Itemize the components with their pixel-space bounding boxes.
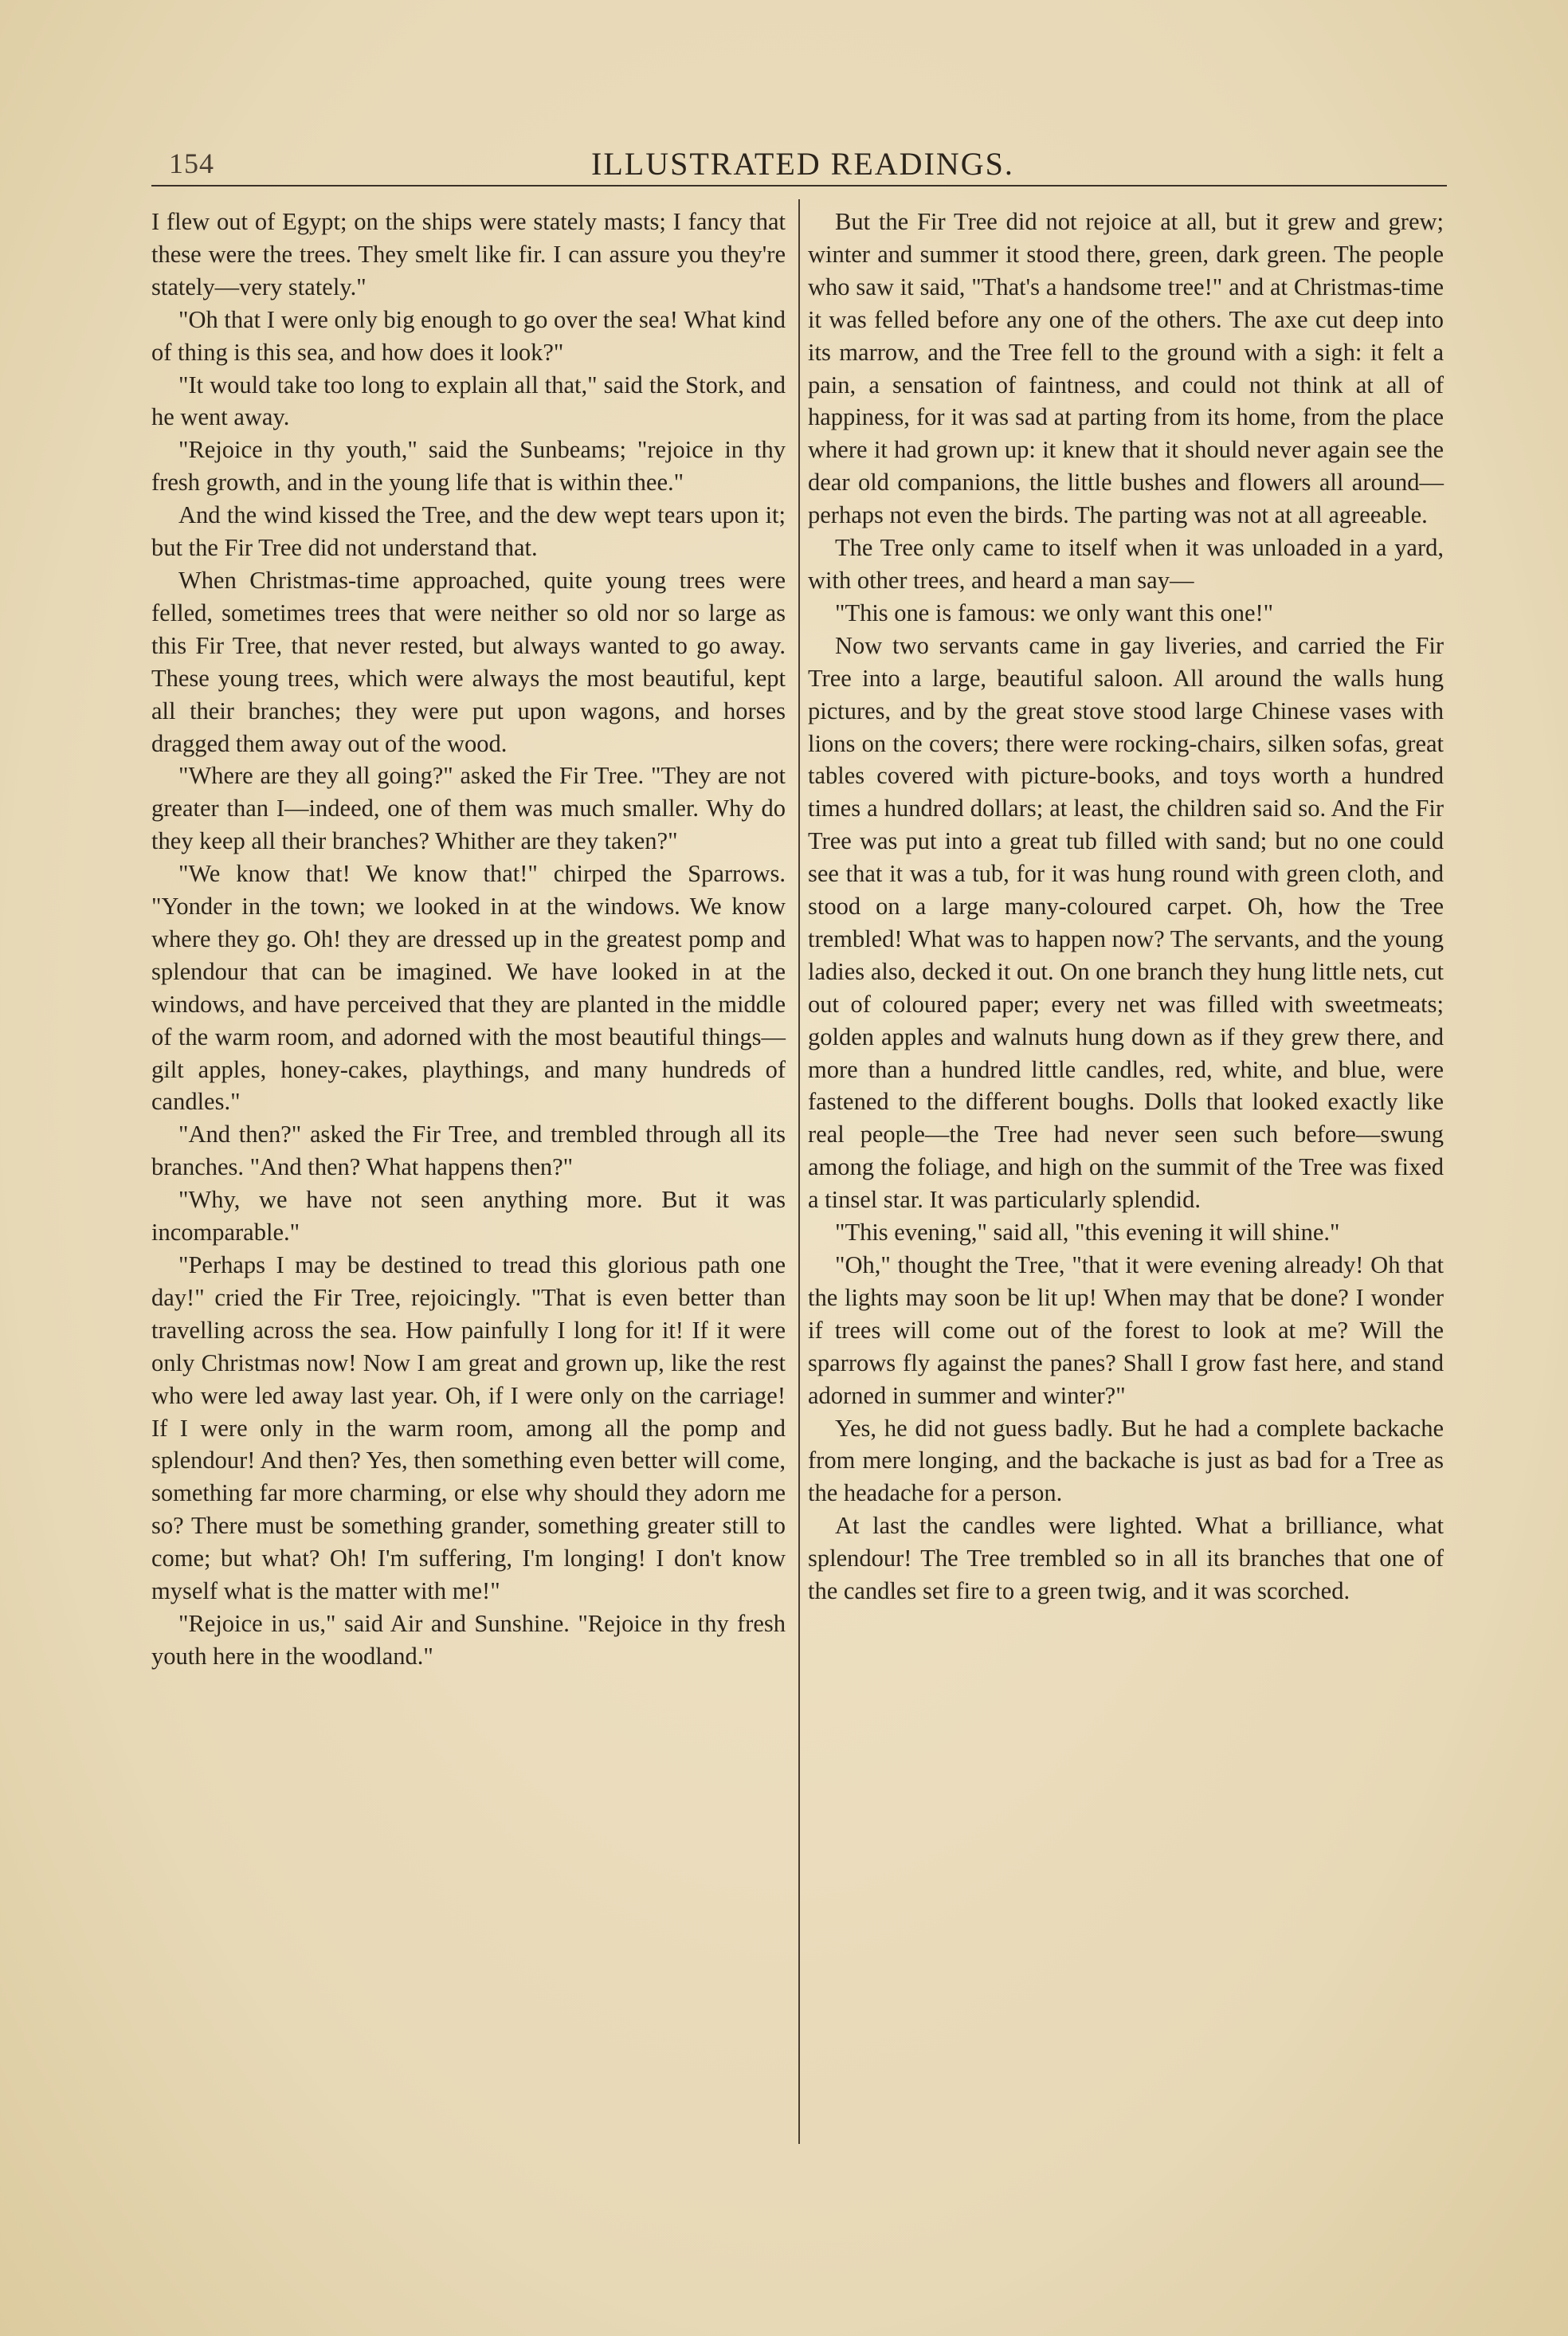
paragraph: "Rejoice in thy youth," said the Sunbeams; "rejoice in thy fresh growth, and in the young life that is within thee."	[151, 436, 786, 497]
page-number: 154	[169, 147, 214, 179]
paragraph: "Oh," thought the Tree, "that it were evening already! Oh that the lights may soon be lit up! When may that be done? I wonder if trees will come out of the forest to look at me? Will the sparrows fly against the panes? Shall I grow fast here, and stand adorned in summer and winter?"	[808, 1251, 1444, 1409]
paragraph: "Rejoice in us," said Air and Sunshine. "Rejoice in thy fresh youth here in the woodland."	[151, 1609, 786, 1670]
paragraph: "This evening," said all, "this evening it will shine."	[835, 1219, 1340, 1247]
paragraph: "We know that! We know that!" chirped the Sparrows. "Yonder in the town; we looked in at the windows. We know where they go. Oh! they are dressed up in the greatest pomp and splendour that can be imagined. We have looked in at the windows, and have perceived that they are planted in the middle of the warm room, and adorned with the most beautiful things—gilt apples, honey-cakes, playthings, and many hundreds of candles."	[151, 860, 786, 1116]
left-column	[151, 206, 786, 1673]
right-column	[808, 206, 1444, 1608]
paragraph: Yes, he did not guess badly. But he had a complete backache from mere longing, and the backache is just as bad for a Tree as the headache for a person.	[808, 1414, 1444, 1507]
paragraph: "Where are they all going?" asked the Fir Tree. "They are not greater than I—indeed, one of them was much smaller. Why do they keep all their branches? Whither are they taken?"	[151, 762, 786, 855]
paragraph: Now two servants came in gay liveries, and carried the Fir Tree into a large, beautiful saloon. All around the walls hung pictures, and by the great stove stood large Chinese vases with lions on the covers; there were rocking-chairs, silken sofas, great tables covered with picture-books, and toys worth a hundred times a hundred dollars; at least, the children said so. And the Fir Tree was put into a great tub filled with sand; but no one could see that it was a tub, for it was hung round with green cloth, and stood on a large many-coloured carpet. Oh, how the Tree trembled! What was to happen now? The servants, and the young ladies also, decked it out. On one branch they hung little nets, cut out of coloured paper; every net was filled with sweetmeats; golden apples and walnuts hung down as if they grew there, and more than a hundred little candles, red, white, and blue, were fastened to the different boughs. Dolls that looked exactly like real people—the Tree had never seen such before—swung among the foliage, and high on the summit of the Tree was fixed a tinsel star. It was particularly splendid.	[808, 631, 1444, 1214]
paragraph: I flew out of Egypt; on the ships were stately masts; I fancy that these were the trees. They smelt like fir. I can assure you they're stately—very stately."	[151, 208, 786, 300]
header-rule	[151, 185, 1447, 186]
paragraph: And the wind kissed the Tree, and the dew wept tears upon it; but the Fir Tree did not understand that.	[151, 501, 786, 562]
page-header	[151, 145, 1447, 185]
paragraph: "This one is famous: we only want this one!"	[835, 599, 1274, 626]
column-divider	[798, 199, 800, 2144]
paragraph: When Christmas-time approached, quite young trees were felled, sometimes trees that were neither so old nor so large as this Fir Tree, that never rested, but always wanted to go away. These young trees, which were always the most beautiful, kept all their branches; they were put upon wagons, and horses dragged them away out of the wood.	[151, 566, 786, 757]
paragraph: "Oh that I were only big enough to go over the sea! What kind of thing is this sea, and how does it look?"	[151, 305, 786, 366]
paragraph: At last the candles were lighted. What a brilliance, what splendour! The Tree trembled so in all its branches that one of the candles set fire to a green twig, and it was scorched.	[808, 1512, 1444, 1605]
paragraph: "It would take too long to explain all that," said the Stork, and he went away.	[151, 371, 786, 431]
paragraph: But the Fir Tree did not rejoice at all, but it grew and grew; winter and summer it stood there, green, dark green. The people who saw it said, "That's a handsome tree!" and at Christmas-time it was felled before any one of the others. The axe cut deep into its marrow, and the Tree fell to the ground with a sigh: it felt a pain, a sensation of faintness, and could not think at all of happiness, for it was sad at parting from its home, from the place where it had grown up: it knew that it should never again see the dear old companions, the little bushes and flowers all around—perhaps not even the birds. The parting was not at all agreeable.	[808, 208, 1444, 529]
paragraph: "Why, we have not seen anything more. But it was incomparable."	[151, 1186, 786, 1247]
paragraph: "Perhaps I may be destined to tread this glorious path one day!" cried the Fir Tree, rejoicingly. "That is even better than travelling across the sea. How painfully I long for it! If it were only Christmas now! Now I am great and grown up, like the rest who were led away last year. Oh, if I were only on the carriage! If I were only in the warm room, among all the pomp and splendour! And then? Yes, then something even better will come, something far more charming, or else why should they adorn me so? There must be something grander, something greater still to come; but what? Oh! I'm suffering, I'm longing! I don't know myself what is the matter with me!"	[151, 1251, 786, 1605]
paragraph: "And then?" asked the Fir Tree, and trembled through all its branches. "And then? What happens then?"	[151, 1121, 786, 1181]
paragraph: The Tree only came to itself when it was unloaded in a yard, with other trees, and heard a man say—	[808, 534, 1444, 594]
running-title: ILLUSTRATED READINGS.	[591, 146, 1014, 182]
